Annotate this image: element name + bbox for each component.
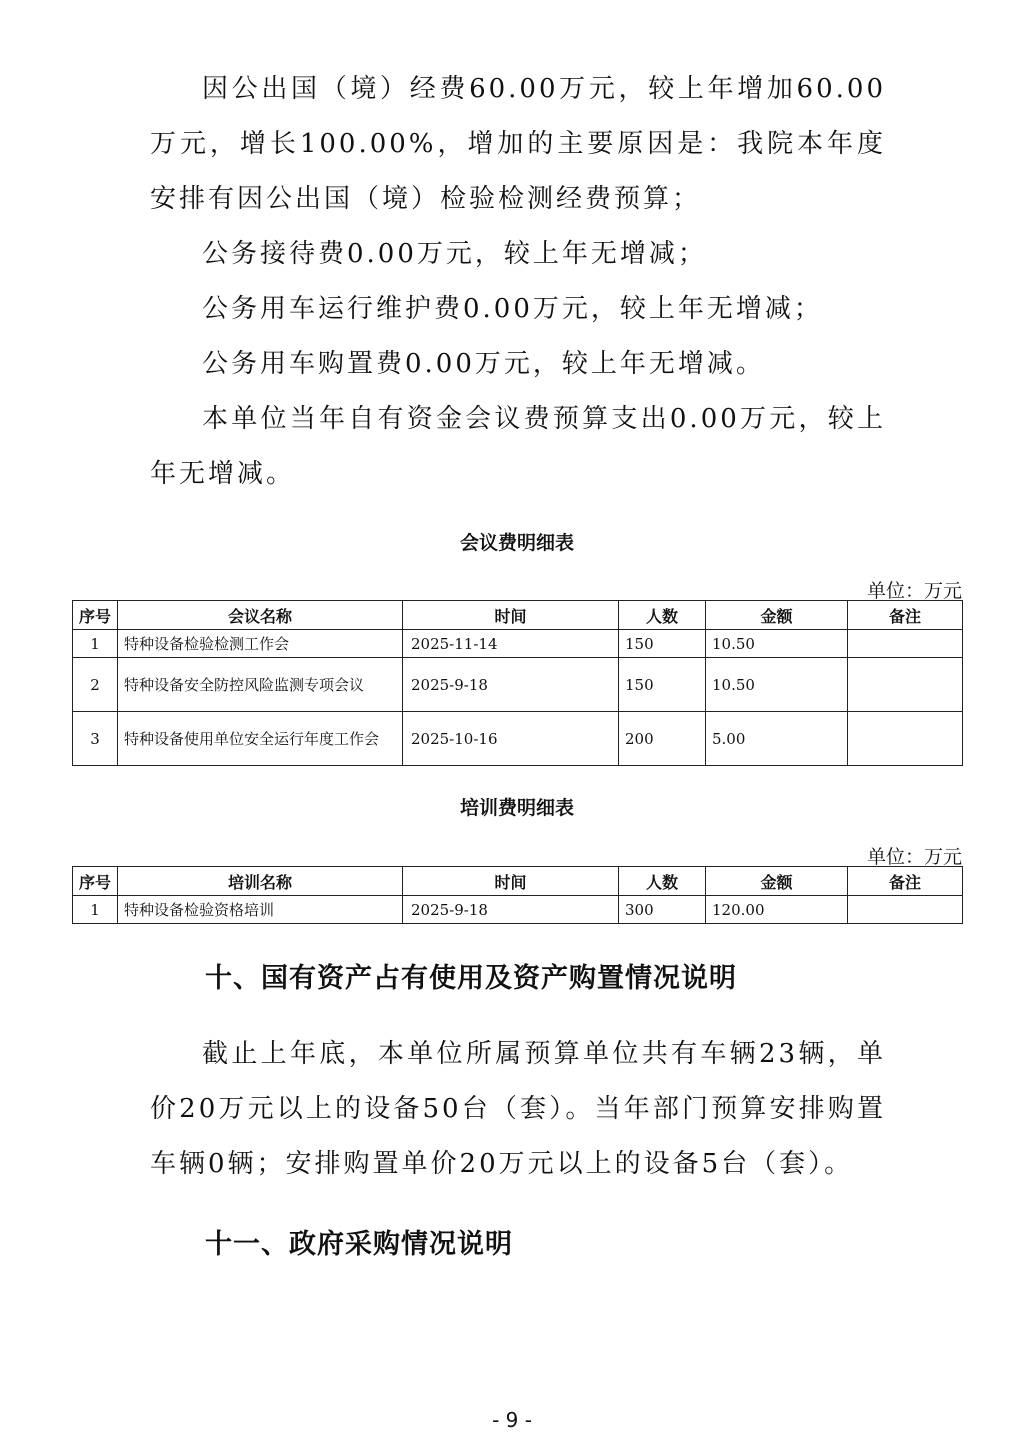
cell-date: 2025-11-14 [403, 630, 619, 658]
section-heading-government-procurement: 十一、政府采购情况说明 [205, 1229, 513, 1260]
training-table-unit: 单位：万元 [866, 846, 962, 868]
col-header-meeting-name: 会议名称 [118, 601, 403, 630]
meeting-table-unit: 单位：万元 [866, 580, 962, 602]
paragraph-meeting-budget: 本单位当年自有资金会议费预算支出0.00万元，较上年无增减。 [150, 404, 886, 489]
col-header-attendees: 人数 [619, 601, 706, 630]
col-header-amount: 金额 [706, 601, 848, 630]
cell-attendees: 200 [619, 712, 706, 766]
page-number: - 9 - [492, 1408, 532, 1432]
cell-name: 特种设备检验检测工作会 [118, 630, 403, 658]
cell-attendees: 150 [619, 630, 706, 658]
section-heading-state-assets: 十、国有资产占有使用及资产购置情况说明 [205, 963, 737, 994]
table-row [73, 896, 963, 924]
cell-index: 2 [73, 658, 118, 712]
cell-index: 1 [73, 896, 118, 924]
cell-date: 2025-9-18 [403, 896, 619, 924]
col-header-attendees: 人数 [619, 867, 706, 896]
cell-amount: 5.00 [706, 712, 848, 766]
cell-remarks [848, 896, 963, 924]
cell-attendees: 300 [619, 896, 706, 924]
col-header-index: 序号 [73, 601, 118, 630]
table-header-row [73, 601, 963, 630]
cell-amount: 10.50 [706, 630, 848, 658]
cell-name: 特种设备安全防控风险监测专项会议 [118, 658, 403, 712]
meeting-table-title: 会议费明细表 [459, 532, 574, 554]
cell-index: 3 [73, 712, 118, 766]
table-row [73, 712, 963, 766]
cell-attendees: 150 [619, 658, 706, 712]
cell-date: 2025-10-16 [403, 712, 619, 766]
table-row [73, 630, 963, 658]
cell-remarks [848, 712, 963, 766]
cell-name: 特种设备检验资格培训 [118, 896, 403, 924]
col-header-date: 时间 [403, 867, 619, 896]
cell-remarks [848, 658, 963, 712]
paragraph-vehicle-purchase: 公务用车购置费0.00万元，较上年无增减。 [202, 349, 765, 379]
cell-name: 特种设备使用单位安全运行年度工作会 [118, 712, 403, 766]
cell-index: 1 [73, 630, 118, 658]
col-header-remarks: 备注 [848, 601, 963, 630]
table-header-row [73, 867, 963, 896]
table-row [73, 658, 963, 712]
col-header-remarks: 备注 [848, 867, 963, 896]
col-header-amount: 金额 [706, 867, 848, 896]
paragraph-state-assets: 截止上年底，本单位所属预算单位共有车辆23辆，单价20万元以上的设备50台（套）。当年部门预算安排购置车辆0辆；安排购置单价20万元以上的设备5台（套）。 [150, 1039, 886, 1179]
cell-amount: 120.00 [706, 896, 848, 924]
cell-remarks [848, 630, 963, 658]
col-header-index: 序号 [73, 867, 118, 896]
col-header-date: 时间 [403, 601, 619, 630]
paragraph-outbound-travel: 因公出国（境）经费60.00万元，较上年增加60.00万元，增长100.00%，增加的主要原因是：我院本年度安排有因公出国（境）检验检测经费预算； [150, 74, 886, 214]
col-header-training-name: 培训名称 [118, 867, 403, 896]
paragraph-reception: 公务接待费0.00万元，较上年无增减； [202, 239, 707, 269]
cell-amount: 10.50 [706, 658, 848, 712]
cell-date: 2025-9-18 [403, 658, 619, 712]
training-expense-table [72, 866, 963, 924]
paragraph-vehicle-maintenance: 公务用车运行维护费0.00万元，较上年无增减； [202, 294, 823, 324]
meeting-expense-table [72, 600, 963, 766]
training-table-title: 培训费明细表 [459, 797, 574, 819]
